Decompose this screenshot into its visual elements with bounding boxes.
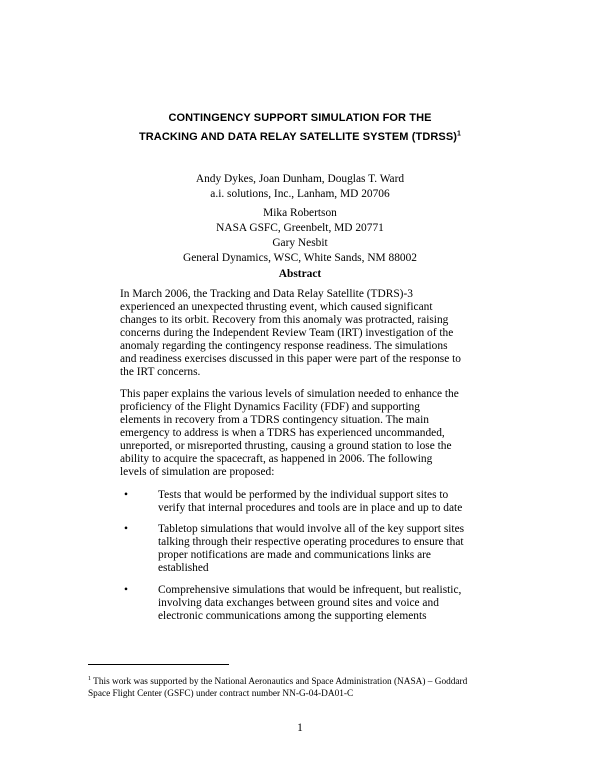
text-line: emergency to address is when a TDRS has experienced uncommanded, <box>120 427 445 439</box>
abstract-heading: Abstract <box>278 268 322 280</box>
text-line: Tests that would be performed by the individual support sites to <box>158 489 449 501</box>
bullet-icon: • <box>124 489 128 501</box>
page-number: 1 <box>297 722 303 734</box>
author-names: Andy Dykes, Joan Dunham, Douglas T. Ward <box>195 173 405 185</box>
text-line: concerns during the Independent Review Team (IRT) investigation of the <box>120 327 454 339</box>
text-line: This paper explains the various levels of simulation needed to enhance the <box>120 388 459 400</box>
bullet-icon: • <box>124 584 128 596</box>
bullet-icon: • <box>124 523 128 535</box>
abstract-paragraph-2 <box>120 388 506 479</box>
footnote-line-2: Space Flight Center (GSFC) under contract number NN-G-04-DA01-C <box>88 689 354 699</box>
text-line: proficiency of the Flight Dynamics Facility (FDF) and supporting <box>120 401 420 413</box>
author-names: Mika Robertson <box>263 207 337 219</box>
footnote <box>88 676 508 700</box>
text-line: ability to acquire the spacecraft, as happened in 2006. The following <box>120 453 433 465</box>
footnote-separator <box>88 664 229 665</box>
title-footnote-marker: 1 <box>457 130 462 138</box>
text-line: talking through their respective operating procedures to ensure that <box>158 536 464 548</box>
abstract-paragraph-1 <box>120 288 506 379</box>
author-affiliation: a.i. solutions, Inc., Lanham, MD 20706 <box>210 188 390 200</box>
text-line: anomaly regarding the contingency response readiness. The simulations <box>120 340 448 352</box>
text-line: and readiness exercises discussed in this paper were part of the response to <box>120 353 461 365</box>
text-line: levels of simulation are proposed: <box>120 466 275 478</box>
text-line: verify that internal procedures and tools are in place and up to date <box>158 502 463 514</box>
author-names: Gary Nesbit <box>272 237 328 249</box>
footnote-line-1: $^1$ This work was supported by the National Aeronautics and Space Administration (NASA) – Goddard <box>88 675 468 687</box>
text-line: electronic communications among the supporting elements <box>158 610 427 622</box>
text-line: proper notifications are made and communications links are <box>158 549 431 561</box>
text-line: elements in recovery from a TDRS contingency situation. The main <box>120 414 429 426</box>
text-line: Comprehensive simulations that would be infrequent, but realistic, <box>158 584 462 596</box>
author-affiliation: General Dynamics, WSC, White Sands, NM 88002 <box>182 252 417 264</box>
text-line: experienced an unexpected thrusting event, which caused significant <box>120 301 433 313</box>
author-block-3 <box>0 236 600 266</box>
paper-title-line-1: CONTINGENCY SUPPORT SIMULATION FOR THE <box>168 112 432 124</box>
author-block-1 <box>0 172 600 202</box>
text-line: changes to its orbit. Recovery from this anomaly was protracted, raising <box>120 314 449 326</box>
footnote-marker: 1 <box>88 675 91 682</box>
text-line: unreported, or misreported thrusting, causing a ground station to lose the <box>120 440 452 452</box>
text-line: established <box>158 562 209 574</box>
text-line: In March 2006, the Tracking and Data Relay Satellite (TDRS)-3 <box>120 288 413 300</box>
text-line: involving data exchanges between ground sites and voice and <box>158 597 439 609</box>
paper-title-line-2: TRACKING AND DATA RELAY SATELLITE SYSTEM (TDRSS)$^1$ <box>138 130 462 143</box>
text-line: the IRT concerns. <box>120 366 201 378</box>
author-affiliation: NASA GSFC, Greenbelt, MD 20771 <box>216 222 384 234</box>
text-line: Tabletop simulations that would involve all of the key support sites <box>158 523 465 535</box>
author-block-2 <box>0 206 600 236</box>
